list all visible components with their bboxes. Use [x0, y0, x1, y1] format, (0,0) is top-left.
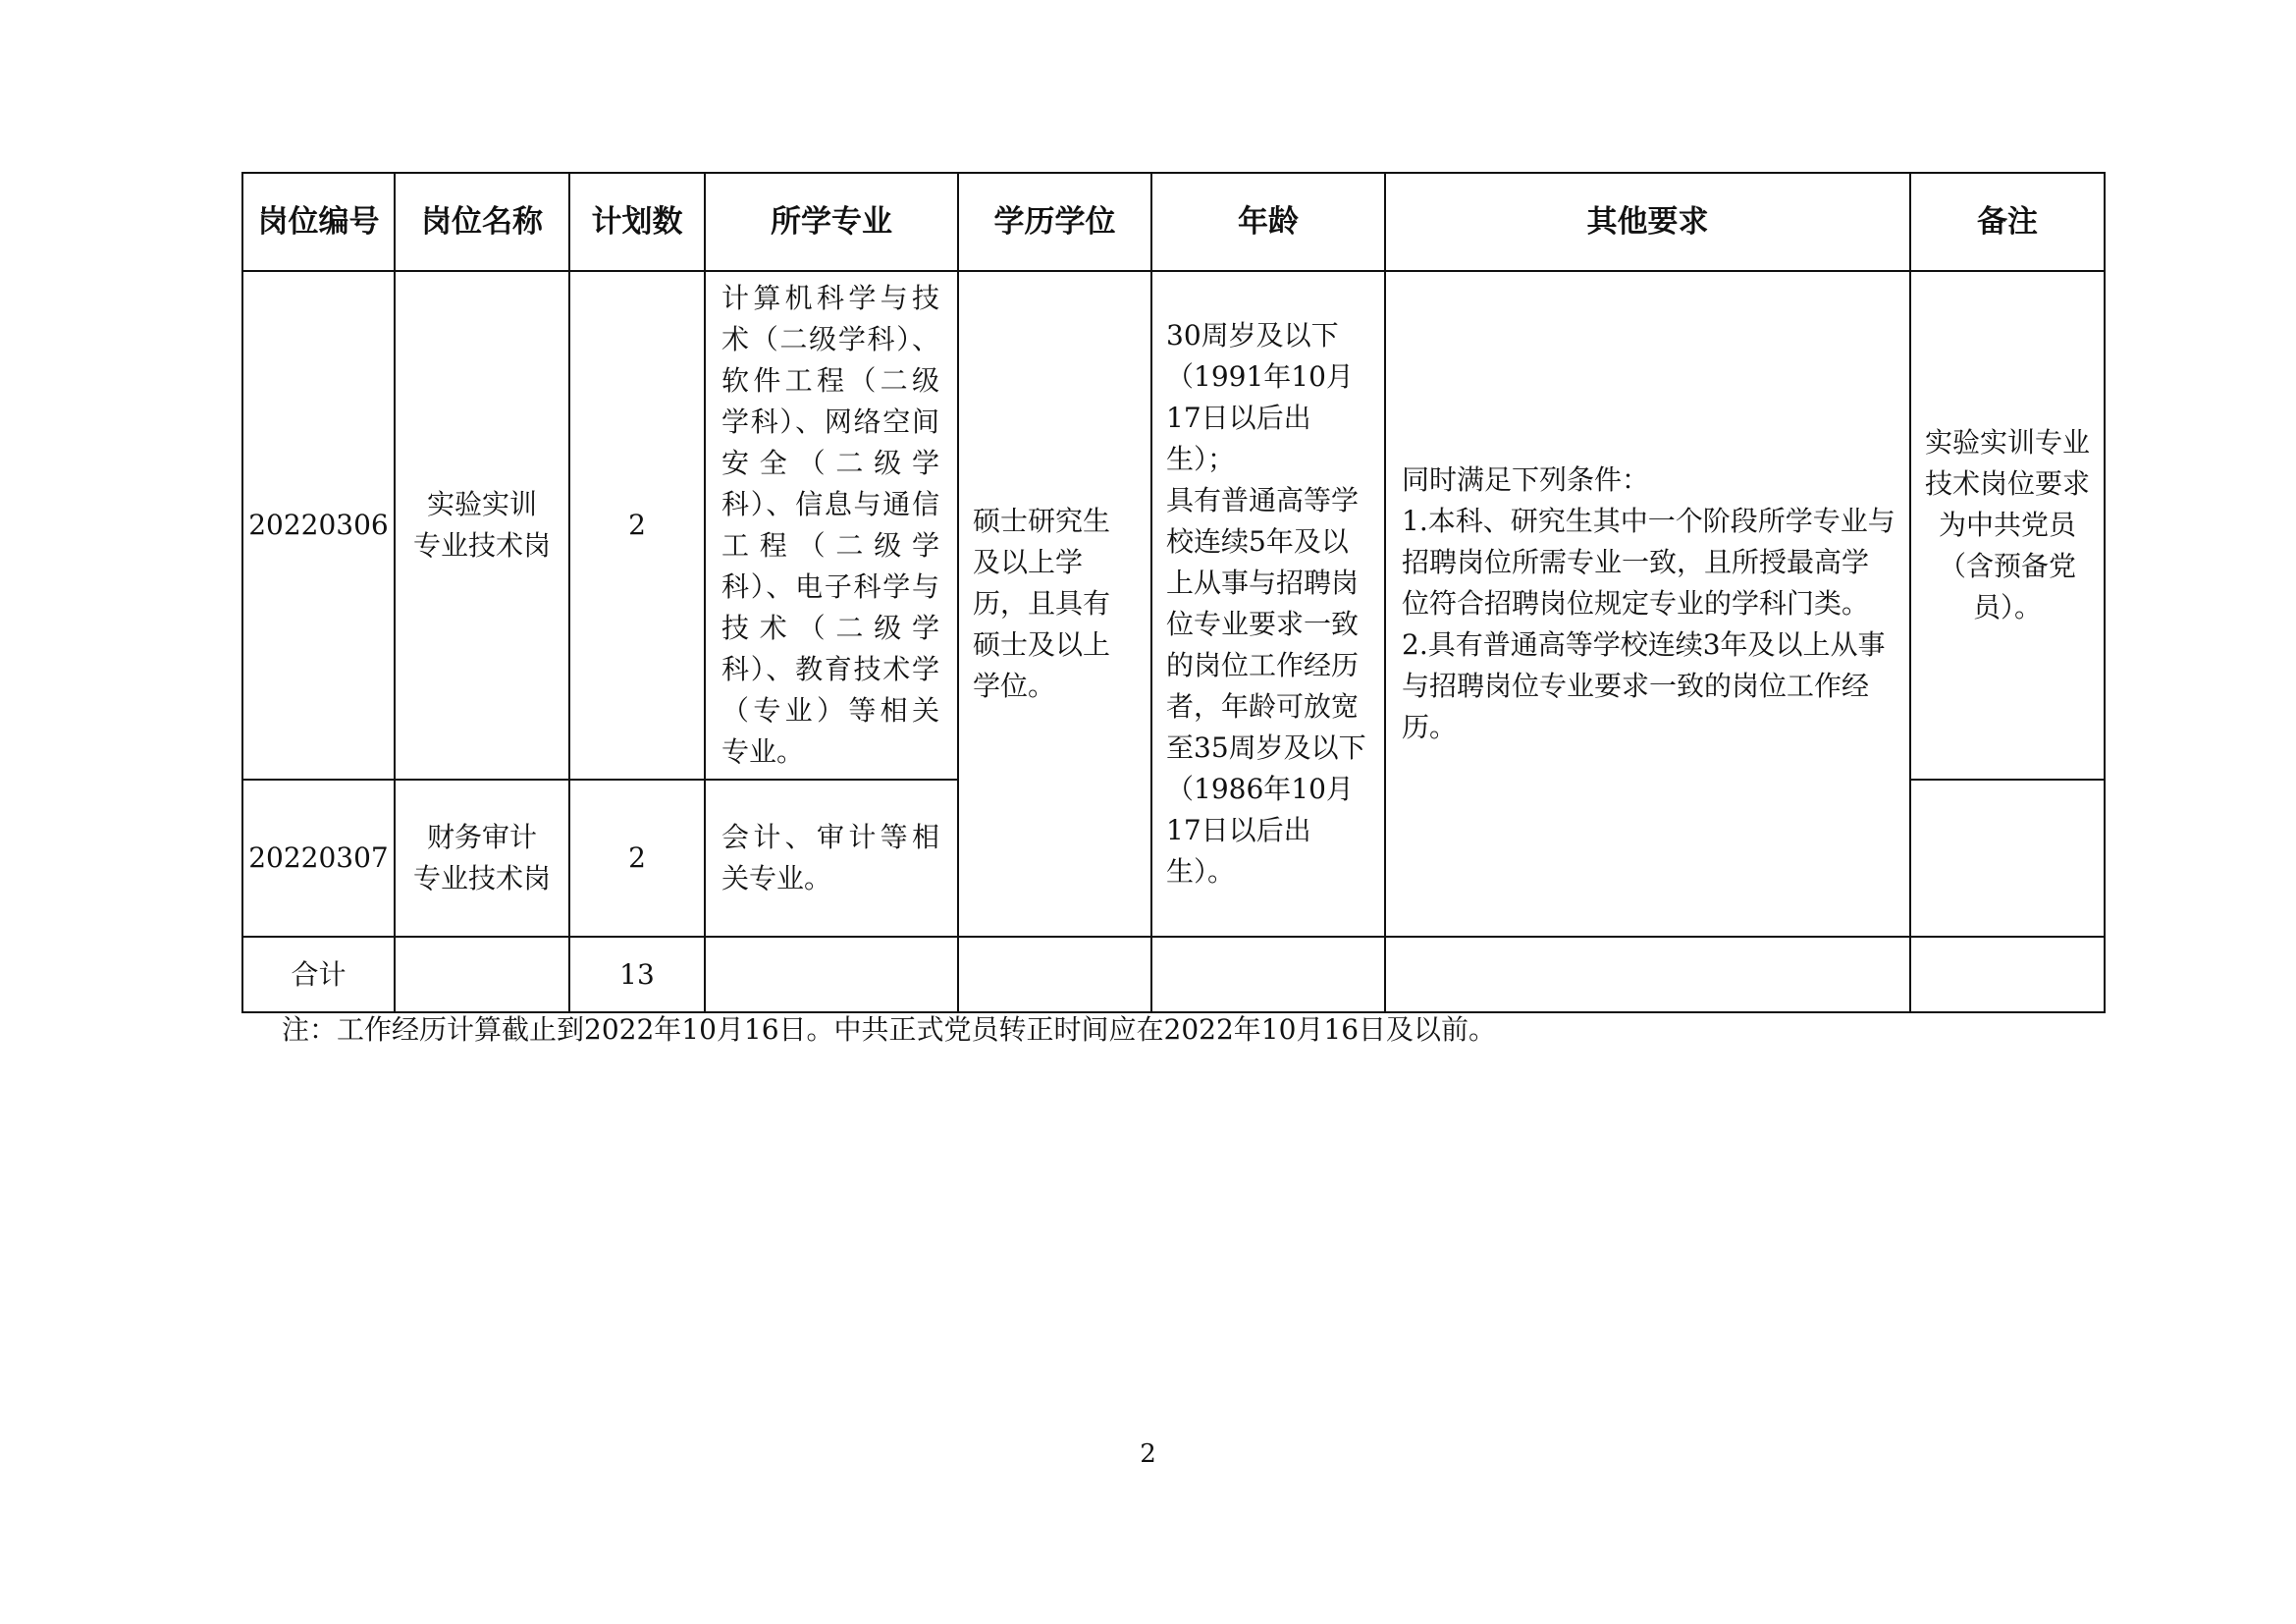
recruitment-table [241, 172, 2106, 1013]
empty-cell [1385, 937, 1910, 1012]
empty-cell [1910, 937, 2105, 1012]
major-requirement: 会计、审计等相关专业。 [705, 780, 958, 937]
major-requirement: 计算机科学与技术（二级学科）、软件工程（二级学科）、网络空间安全（二级学科）、信息与通信工程（二级学科）、电子科学与技术（二级学科）、教育技术学（专业）等相关专业。 [705, 271, 958, 780]
position-code: 20220306 [242, 271, 395, 780]
remark [1910, 780, 2105, 937]
empty-cell [395, 937, 569, 1012]
age-requirement-line: 30周岁及以下（1991年10月17日以后出生）； [1166, 319, 1354, 475]
remark: 实验实训专业技术岗位要求为中共党员（含预备党员）。 [1910, 271, 2105, 780]
age-requirement [1151, 271, 1385, 937]
position-name [395, 271, 569, 780]
other-requirement-line: 1.本科、研究生其中一个阶段所学专业与招聘岗位所需专业一致，且所授最高学位符合招聘岗位规定专业的学科门类。 [1402, 505, 1896, 620]
header-major: 所学专业 [705, 173, 958, 271]
page-number: 2 [1140, 1439, 1156, 1469]
empty-cell [1151, 937, 1385, 1012]
degree-requirement: 硕士研究生及以上学历，且具有硕士及以上学位。 [958, 271, 1151, 937]
header-position-code: 岗位编号 [242, 173, 395, 271]
footnote: 注：工作经历计算截止到2022年10月16日。中共正式党员转正时间应在2022年10月16日及以前。 [282, 1013, 1497, 1046]
empty-cell [958, 937, 1151, 1012]
plan-count: 2 [569, 780, 705, 937]
table-row [242, 271, 2105, 780]
empty-cell [705, 937, 958, 1012]
other-requirements [1385, 271, 1910, 937]
other-requirement-line: 2.具有普通高等学校连续3年及以上从事与招聘岗位专业要求一致的岗位工作经历。 [1402, 628, 1886, 743]
other-requirement-line: 同时满足下列条件： [1402, 463, 1650, 496]
total-row [242, 937, 2105, 1012]
header-age: 年龄 [1151, 173, 1385, 271]
position-name-text: 财务审计 专业技术岗 [412, 821, 551, 894]
position-code: 20220307 [242, 780, 395, 937]
total-label: 合计 [242, 937, 395, 1012]
age-requirement-line: 具有普通高等学校连续5年及以上从事与招聘岗位专业要求一致的岗位工作经历者，年龄可放宽至35周岁及以下（1986年10月17日以后出生）。 [1166, 484, 1366, 888]
header-plan-count: 计划数 [569, 173, 705, 271]
position-name-text: 实验实训 专业技术岗 [412, 488, 551, 562]
plan-count: 2 [569, 271, 705, 780]
header-position-name: 岗位名称 [395, 173, 569, 271]
header-remarks: 备注 [1910, 173, 2105, 271]
header-degree: 学历学位 [958, 173, 1151, 271]
total-plan-count: 13 [569, 937, 705, 1012]
position-name [395, 780, 569, 937]
header-row [242, 173, 2105, 271]
header-other-requirements: 其他要求 [1385, 173, 1910, 271]
